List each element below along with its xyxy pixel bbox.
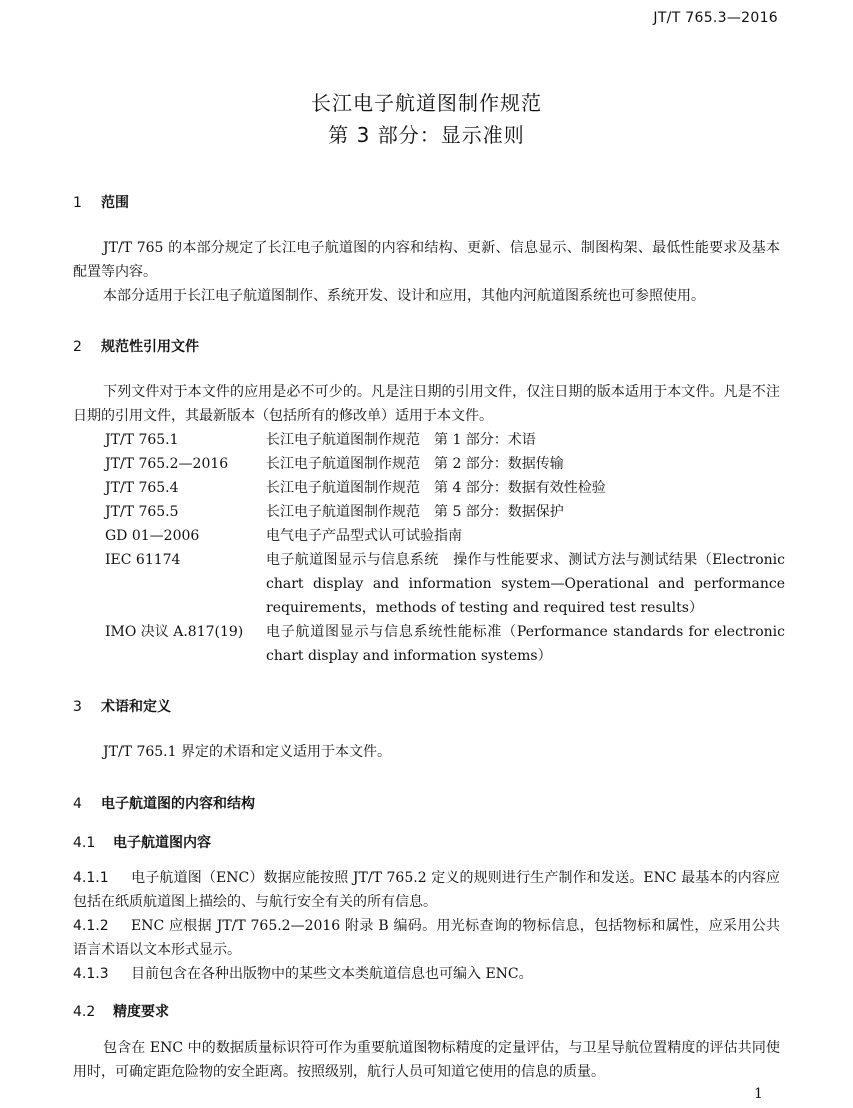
section-4-heading <box>73 793 255 813</box>
subsection-number: 4.2 <box>73 1004 96 1020</box>
normative-references-list <box>105 428 785 668</box>
clause-text: 目前包含在各种出版物中的某些文本类航道信息也可编入 ENC。 <box>131 966 533 982</box>
reference-title: 长江电子航道图制作规范 第 4 部分：数据有效性检验 <box>266 480 606 496</box>
section-1-heading <box>73 192 129 212</box>
standard-code: JT/T 765.3—2016 <box>653 10 778 26</box>
clause-number: 4.1.2 <box>73 918 109 934</box>
reference-title: 长江电子航道图制作规范 第 5 部分：数据保护 <box>266 504 564 520</box>
reference-title: 电子航道图显示与信息系统 操作与性能要求、测试方法与测试结果（Electronic chart display and information system—Operational and performance requirements，methods of testing and required test results） <box>266 552 785 616</box>
reference-item <box>105 524 785 548</box>
section-number: 4 <box>73 796 82 812</box>
subsection-number: 4.1 <box>73 835 96 851</box>
clause-number: 4.1.1 <box>73 870 109 886</box>
reference-title: 电子航道图显示与信息系统性能标准（Performance standards for electronic chart display and information systems） <box>266 624 785 664</box>
subsection-title: 精度要求 <box>113 1004 169 1020</box>
section-title: 范围 <box>101 195 129 211</box>
section-3-heading <box>73 696 171 716</box>
section-2-paragraph-1: 下列文件对于本文件的应用是必不可少的。凡是注日期的引用文件，仅注日期的版本适用于本文件。凡是不注日期的引用文件，其最新版本（包括所有的修改单）适用于本文件。 <box>73 384 780 424</box>
clause-text: 电子航道图（ENC）数据应能按照 JT/T 765.2 定义的规则进行生产制作和发送。ENC 最基本的内容应包括在纸质航道图上描绘的、与航行安全有关的所有信息。 <box>73 870 780 910</box>
clause-4-1-2 <box>73 914 780 962</box>
document-title: 长江电子航道图制作规范 <box>311 91 542 115</box>
reference-code: GD 01—2006 <box>105 528 200 544</box>
reference-item <box>105 452 785 476</box>
section-number: 2 <box>73 339 82 355</box>
section-1-paragraph-1: JT/T 765 的本部分规定了长江电子航道图的内容和结构、更新、信息显示、制图构架、最低性能要求及基本配置等内容。 <box>73 240 780 280</box>
reference-code: IMO 决议 A.817(19) <box>105 624 244 640</box>
reference-code: IEC 61174 <box>105 552 181 568</box>
section-3-paragraph-1: JT/T 765.1 界定的术语和定义适用于本文件。 <box>103 744 391 760</box>
reference-code: JT/T 765.1 <box>105 432 179 448</box>
subsection-4-2-heading <box>73 1001 169 1021</box>
clause-number: 4.1.3 <box>73 966 109 982</box>
reference-code: JT/T 765.4 <box>105 480 179 496</box>
section-title: 规范性引用文件 <box>101 339 199 355</box>
reference-code: JT/T 765.2—2016 <box>105 456 229 472</box>
subsection-title: 电子航道图内容 <box>113 835 211 851</box>
page-number: 1 <box>754 1086 763 1102</box>
reference-item <box>105 620 785 668</box>
reference-item <box>105 476 785 500</box>
reference-title: 长江电子航道图制作规范 第 2 部分：数据传输 <box>266 456 564 472</box>
clause-text: ENC 应根据 JT/T 765.2—2016 附录 B 编码。用光标查询的物标信息，包括物标和属性，应采用公共语言术语以文本形式显示。 <box>73 918 780 958</box>
reference-code: JT/T 765.5 <box>105 504 179 520</box>
section-number: 1 <box>73 195 82 211</box>
section-1-paragraph-2: 本部分适用于长江电子航道图制作、系统开发、设计和应用，其他内河航道图系统也可参照使用。 <box>103 288 705 304</box>
section-number: 3 <box>73 699 82 715</box>
reference-item <box>105 548 785 620</box>
clause-4-1-1 <box>73 866 780 914</box>
reference-title: 电气电子产品型式认可试验指南 <box>266 528 462 544</box>
subsection-4-1-heading <box>73 832 211 852</box>
clause-4-1-3 <box>73 962 780 986</box>
reference-item <box>105 428 785 452</box>
reference-item <box>105 500 785 524</box>
section-2-heading <box>73 336 199 356</box>
reference-title: 长江电子航道图制作规范 第 1 部分：术语 <box>266 432 536 448</box>
section-title: 电子航道图的内容和结构 <box>101 796 255 812</box>
section-4-2-paragraph: 包含在 ENC 中的数据质量标识符可作为重要航道图物标精度的定量评估，与卫星导航位置精度的评估共同使用时，可确定距危险物的安全距离。按照级别，航行人员可知道它使用的信息的质量。 <box>73 1040 780 1080</box>
section-title: 术语和定义 <box>101 699 171 715</box>
document-subtitle: 第 3 部分：显示准则 <box>328 123 525 147</box>
